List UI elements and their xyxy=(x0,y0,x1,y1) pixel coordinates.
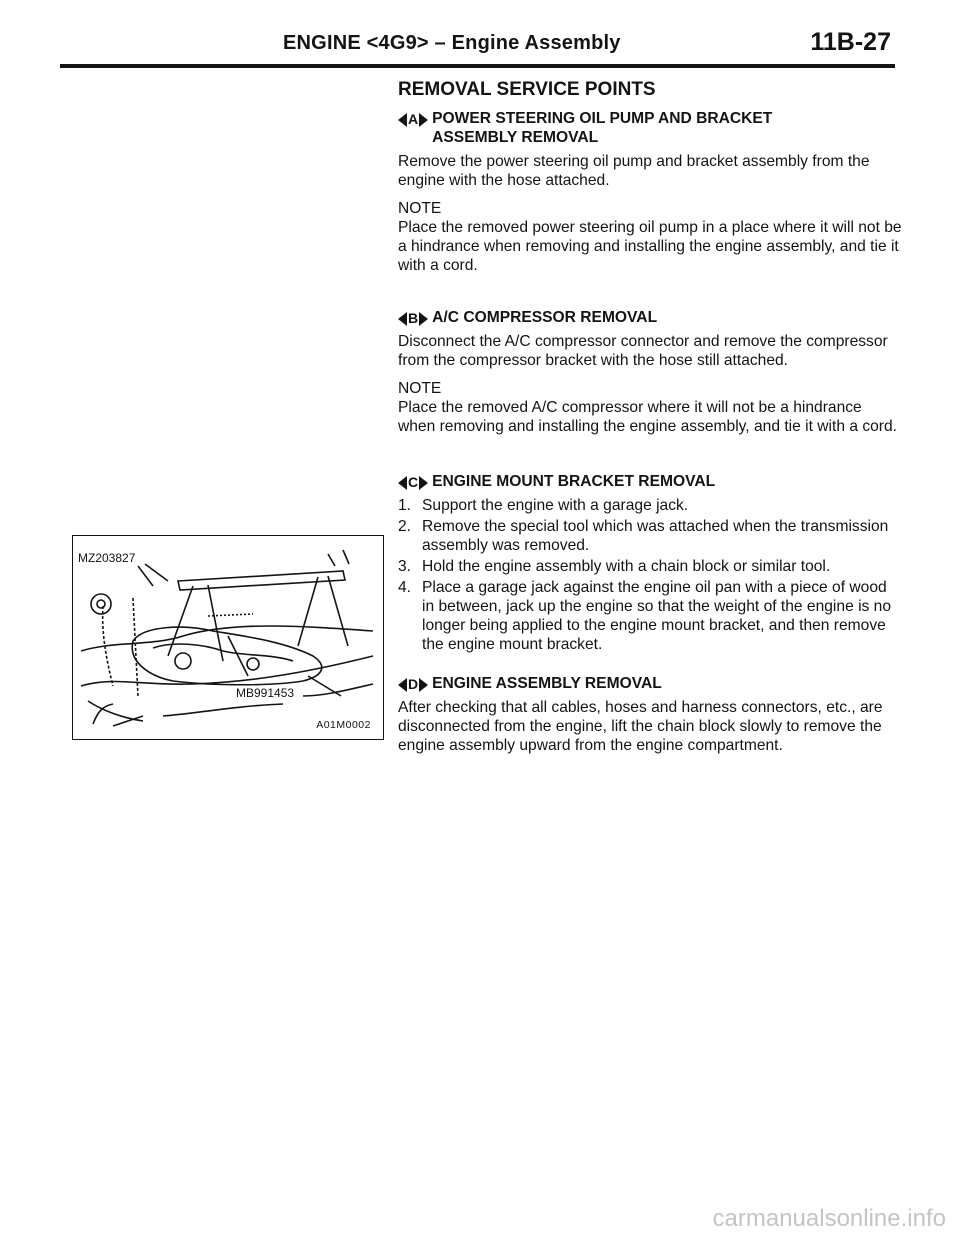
heading-a-text xyxy=(432,109,772,147)
marker-letter: D xyxy=(408,676,419,692)
heading-a xyxy=(398,109,903,147)
note-label-b: NOTE xyxy=(398,380,442,397)
triangle-right-icon xyxy=(419,476,428,490)
step-text: Remove the special tool which was attached when the transmission assembly was removed. xyxy=(422,518,889,554)
marker-a xyxy=(398,110,428,129)
watermark: carmanualsonline.info xyxy=(712,1205,946,1232)
heading-b xyxy=(398,308,903,327)
heading-a-line1: POWER STEERING OIL PUMP AND BRACKET xyxy=(432,110,773,127)
marker-d xyxy=(398,675,428,694)
triangle-left-icon xyxy=(398,476,407,490)
heading-b-text: A/C COMPRESSOR REMOVAL xyxy=(432,309,658,326)
triangle-left-icon xyxy=(398,678,407,692)
marker-c xyxy=(398,473,428,492)
step-text: Hold the engine assembly with a chain block or similar tool. xyxy=(422,558,831,575)
triangle-right-icon xyxy=(419,113,428,127)
steps-list xyxy=(398,496,903,654)
page-header xyxy=(60,30,895,68)
note-text-a: Place the removed power steering oil pump in a place where it will not be a hindrance when removing and installing the engine assembly, and tie it with a cord. xyxy=(398,219,902,274)
step-number: 3. xyxy=(398,558,412,575)
list-item xyxy=(398,496,903,515)
tool-label-mz203827: MZ203827 xyxy=(78,551,136,565)
main-content xyxy=(398,80,903,764)
paragraph-a: Remove the power steering oil pump and bracket assembly from the engine with the hose attached. xyxy=(398,153,870,189)
marker-letter: B xyxy=(408,310,419,326)
step-number: 2. xyxy=(398,518,412,535)
step-number: 4. xyxy=(398,579,412,596)
heading-c-text: ENGINE MOUNT BRACKET REMOVAL xyxy=(432,473,716,490)
heading-d xyxy=(398,674,903,693)
heading-c xyxy=(398,472,903,491)
triangle-left-icon xyxy=(398,113,407,127)
step-text: Support the engine with a garage jack. xyxy=(422,497,689,514)
step-text: Place a garage jack against the engine oil pan with a piece of wood in between, jack up the engine so that the weight of the engine is no longer being applied to the engine mount bracket, and then remove the engine mount bracket. xyxy=(422,579,892,653)
page-number: 11B-27 xyxy=(810,28,891,56)
triangle-left-icon xyxy=(398,312,407,326)
triangle-right-icon xyxy=(419,312,428,326)
engine-lift-illustration xyxy=(72,535,384,740)
paragraph-b: Disconnect the A/C compressor connector and remove the compressor from the compressor bracket with the hose still attached. xyxy=(398,333,888,369)
heading-d-text: ENGINE ASSEMBLY REMOVAL xyxy=(432,675,662,692)
note-text-b: Place the removed A/C compressor where it will not be a hindrance when removing and installing the engine assembly, and tie it with a cord. xyxy=(398,399,897,435)
paragraph-d: After checking that all cables, hoses and harness connectors, etc., are disconnected from the engine, lift the chain block slowly to remove the engine assembly upward from the engine compartment. xyxy=(398,699,883,754)
tool-label-mb991453: MB991453 xyxy=(236,686,295,700)
engine-bay-drawing xyxy=(73,536,382,738)
marker-letter: C xyxy=(408,474,419,490)
list-item xyxy=(398,557,903,576)
figure-id: A01M0002 xyxy=(316,719,371,731)
triangle-right-icon xyxy=(419,678,428,692)
list-item xyxy=(398,517,903,555)
marker-b xyxy=(398,309,428,328)
heading-a-line2: ASSEMBLY REMOVAL xyxy=(432,129,599,146)
list-item xyxy=(398,578,903,654)
section-title: REMOVAL SERVICE POINTS xyxy=(398,79,656,100)
header-title: ENGINE <4G9> – Engine Assembly xyxy=(283,32,621,54)
note-label-a: NOTE xyxy=(398,200,442,217)
marker-letter: A xyxy=(408,111,419,127)
step-number: 1. xyxy=(398,497,412,514)
